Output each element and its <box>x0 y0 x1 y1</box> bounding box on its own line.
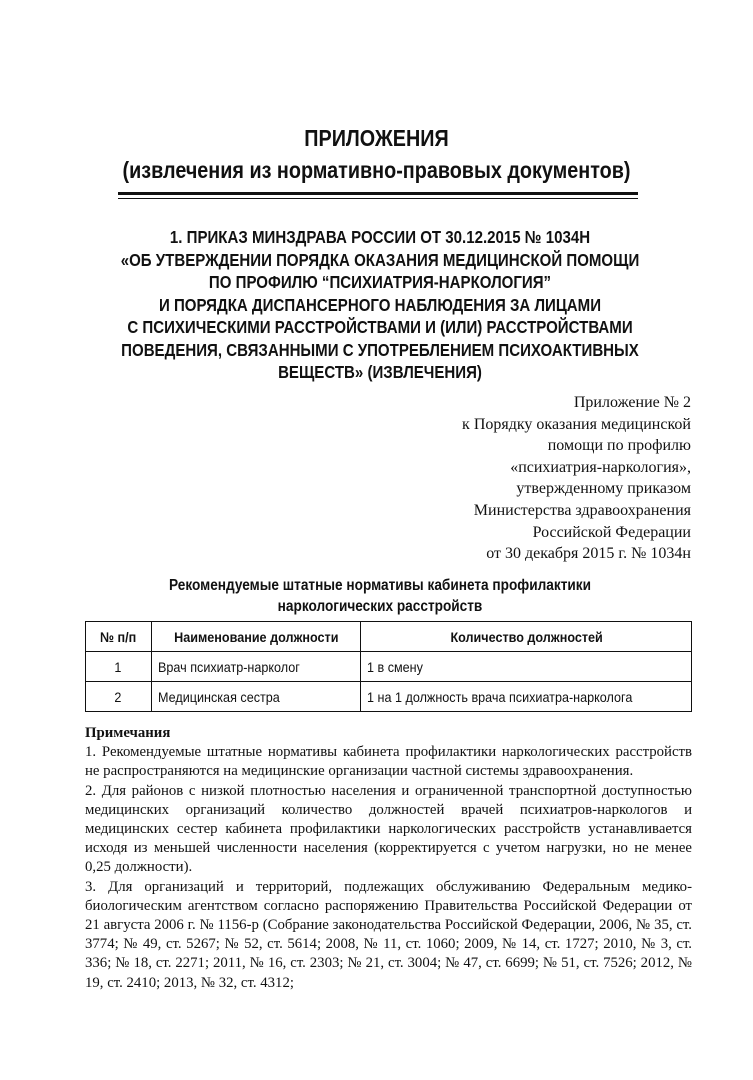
order-heading-line: ВЕЩЕСТВ» (ИЗВЛЕЧЕНИЯ) <box>278 362 482 382</box>
table-title-line: наркологических расстройств <box>277 598 483 615</box>
appendix-reference <box>331 392 691 565</box>
appendix-line: Приложение № 2 <box>573 394 691 411</box>
table-cell-count: 1 на 1 должность врача психиатра-нарколога <box>361 682 692 712</box>
note-item: 2. Для районов с низкой плотностью населения и ограниченной транспортной доступностью медицинских организаций количество должностей врачей психиатров-наркологов и медицинских сестер кабинета профилактики наркологических расстройств устанавливается исходя из меньшей численности населения (корректируется с учетом нагрузки, но не менее 0,25 должности). <box>85 782 692 876</box>
order-heading-line: С ПСИХИЧЕСКИМИ РАССТРОЙСТВАМИ И (ИЛИ) РАССТРОЙСТВАМИ <box>127 317 633 337</box>
staff-norms-table <box>85 621 692 712</box>
column-header-position: Наименование должности <box>151 622 361 652</box>
table-title-line: Рекомендуемые штатные нормативы кабинета профилактики <box>168 577 591 594</box>
order-heading <box>60 226 700 384</box>
table-title <box>60 575 700 617</box>
order-heading-line: И ПОРЯДКА ДИСПАНСЕРНОГО НАБЛЮДЕНИЯ ЗА ЛИЦАМИ <box>158 294 602 315</box>
table-cell-count: 1 в смену <box>361 652 692 682</box>
table-cell-position: Врач психиатр-нарколог <box>151 652 361 682</box>
note-item: 3. Для организаций и территорий, подлежащих обслуживанию Федеральным медико-биологическим агентством согласно распоряжению Правительства Российской Федерации от 21 августа 2006 г. № 1156-р (Собрание законодательства Российской Федерации, 2006, № 35, ст. 3774; № 49, ст. 5267; № 52, ст. 5614; 2008, № 11, ст. 1060; 2009, № 14, ст. 1727; 2010, № 3, ст. 336; № 18, ст. 2271; 2011, № 16, ст. 2303; № 21, ст. 3004; № 47, ст. 6699; № 51, ст. 7526; 2012, № 19, ст. 2410; 2013, № 32, ст. 4312; <box>85 878 692 991</box>
appendix-line: к Порядку оказания медицинской <box>462 415 691 433</box>
title-rule-thick <box>118 192 638 195</box>
table-header-row <box>86 622 692 652</box>
notes-section <box>85 724 692 993</box>
order-heading-line: ПО ПРОФИЛЮ “ПСИХИАТРИЯ-НАРКОЛОГИЯ” <box>208 272 552 292</box>
order-heading-line: ПОВЕДЕНИЯ, СВЯЗАННЫМИ С УПОТРЕБЛЕНИЕМ ПСИХОАКТИВНЫХ <box>121 339 639 360</box>
appendix-line: помощи по профилю <box>547 437 691 455</box>
appendix-line: от 30 декабря 2015 г. № 1034н <box>486 545 691 563</box>
notes-heading: Примечания <box>85 725 171 741</box>
table-row <box>86 682 692 712</box>
appendices-subtitle: (извлечения из нормативно-правовых документов) <box>122 157 631 183</box>
column-header-number: № п/п <box>86 622 152 652</box>
table-cell-number: 2 <box>86 682 152 712</box>
table-cell-position: Медицинская сестра <box>151 682 361 712</box>
table-row <box>86 652 692 682</box>
appendix-line: «психиатрия-наркология», <box>510 458 691 476</box>
table-cell-number: 1 <box>86 652 152 682</box>
title-rule-thin <box>118 198 638 199</box>
order-heading-line: «ОБ УТВЕРЖДЕНИИ ПОРЯДКА ОКАЗАНИЯ МЕДИЦИНСКОЙ ПОМОЩИ <box>120 249 640 270</box>
note-item: 1. Рекомендуемые штатные нормативы кабинета профилактики наркологических расстройств не распространяются на медицинские организации частной системы здравоохранения. <box>85 744 692 780</box>
order-heading-line: 1. ПРИКАЗ МИНЗДРАВА РОССИИ ОТ 30.12.2015 № 1034Н <box>169 227 591 247</box>
appendix-line: Министерства здравоохранения <box>473 501 691 519</box>
appendix-line: утвержденному приказом <box>516 480 691 498</box>
appendix-line: Российской Федерации <box>532 523 691 541</box>
appendices-title: ПРИЛОЖЕНИЯ <box>304 125 449 151</box>
column-header-count: Количество должностей <box>361 622 692 652</box>
